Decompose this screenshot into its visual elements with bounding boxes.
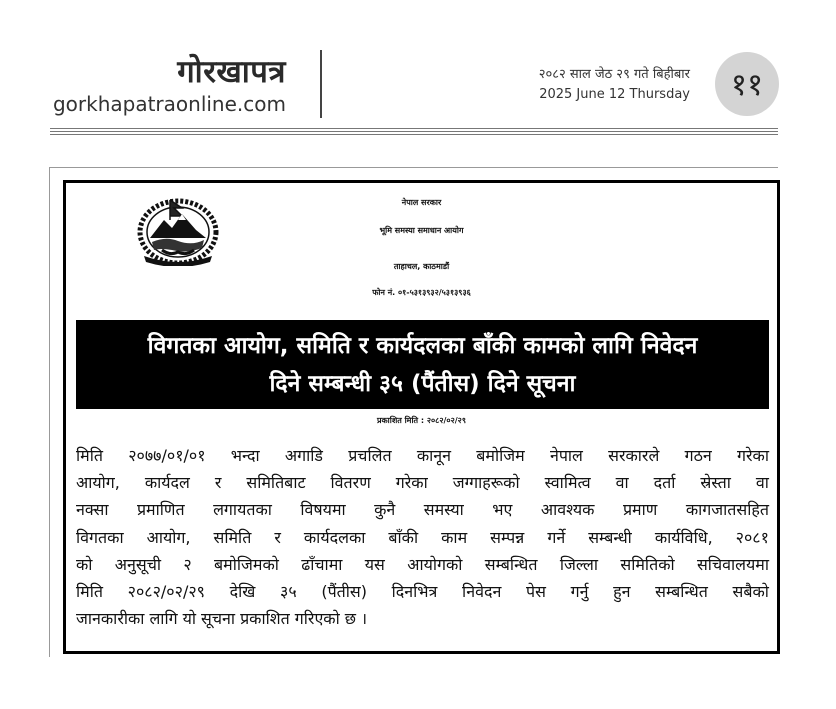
organization-name: भूमि समस्या समाधान आयोग [379,226,464,235]
page-number: ११ [730,67,764,103]
date-nepali: २०८२ साल जेठ २९ गते बिहीबार [538,67,690,82]
masthead-rule [50,128,778,140]
newspaper-masthead [0,0,836,140]
body-line: आयोग, कार्यदल र समितिबाट वितरण गरेका जग्गाहरूको स्वामित्व वा दर्ता स्रेस्ता वा [76,473,769,493]
government-title: नेपाल सरकार [401,198,442,207]
notice-body [76,442,769,632]
page-number-badge [715,52,779,116]
organization-address: ताहाचल, काठमाडौं [393,262,450,271]
body-line: जानकारीका लागि यो सूचना प्रकाशित गरिएको छ । [76,609,368,629]
published-date: प्रकाशित मिति : २०८२/०२/२९ [376,416,466,425]
public-notice [63,180,780,654]
body-line: मिति २०८२/०२/२९ देखि ३५ (पैंतीस) दिनभित्र निवेदन पेस गर्नु हुन सम्बन्धित सबैको [76,581,769,601]
organization-phone: फोन नं. ०१-५३१३९३२/५३१३९३६ [372,288,471,297]
body-line: मिति २०७७/०१/०१ भन्दा अगाडि प्रचलित कानून बमोजिम नेपाल सरकारले गठन गरेका [76,446,769,465]
headline-line-1: विगतका आयोग, समिति र कार्यदलका बाँकी कामको लागि निवेदन [147,332,698,359]
date-english: 2025 June 12 Thursday [539,87,690,102]
body-line: को अनुसूची २ बमोजिमको ढाँचामा यस आयोगको सम्बन्धित जिल्ला समितिको सचिवालयमा [76,554,769,574]
masthead-divider [320,50,322,118]
newspaper-name: गोरखापत्र [177,54,286,90]
newspaper-website: gorkhapatraonline.com [52,92,286,116]
headline-line-2: दिने सम्बन्धी ३५ (पैंतीस) दिने सूचना [269,370,576,397]
notice-headline [76,320,769,409]
body-line: विगतका आयोग, समिति र कार्यदलका बाँकी काम सम्पन्न गर्ने सम्बन्धी कार्यविधि, २०८१ [76,527,769,547]
body-line: नक्सा प्रमाणित लगायतका विषयमा कुनै समस्या भए आवश्यक प्रमाण कागजातसहित [76,500,769,520]
